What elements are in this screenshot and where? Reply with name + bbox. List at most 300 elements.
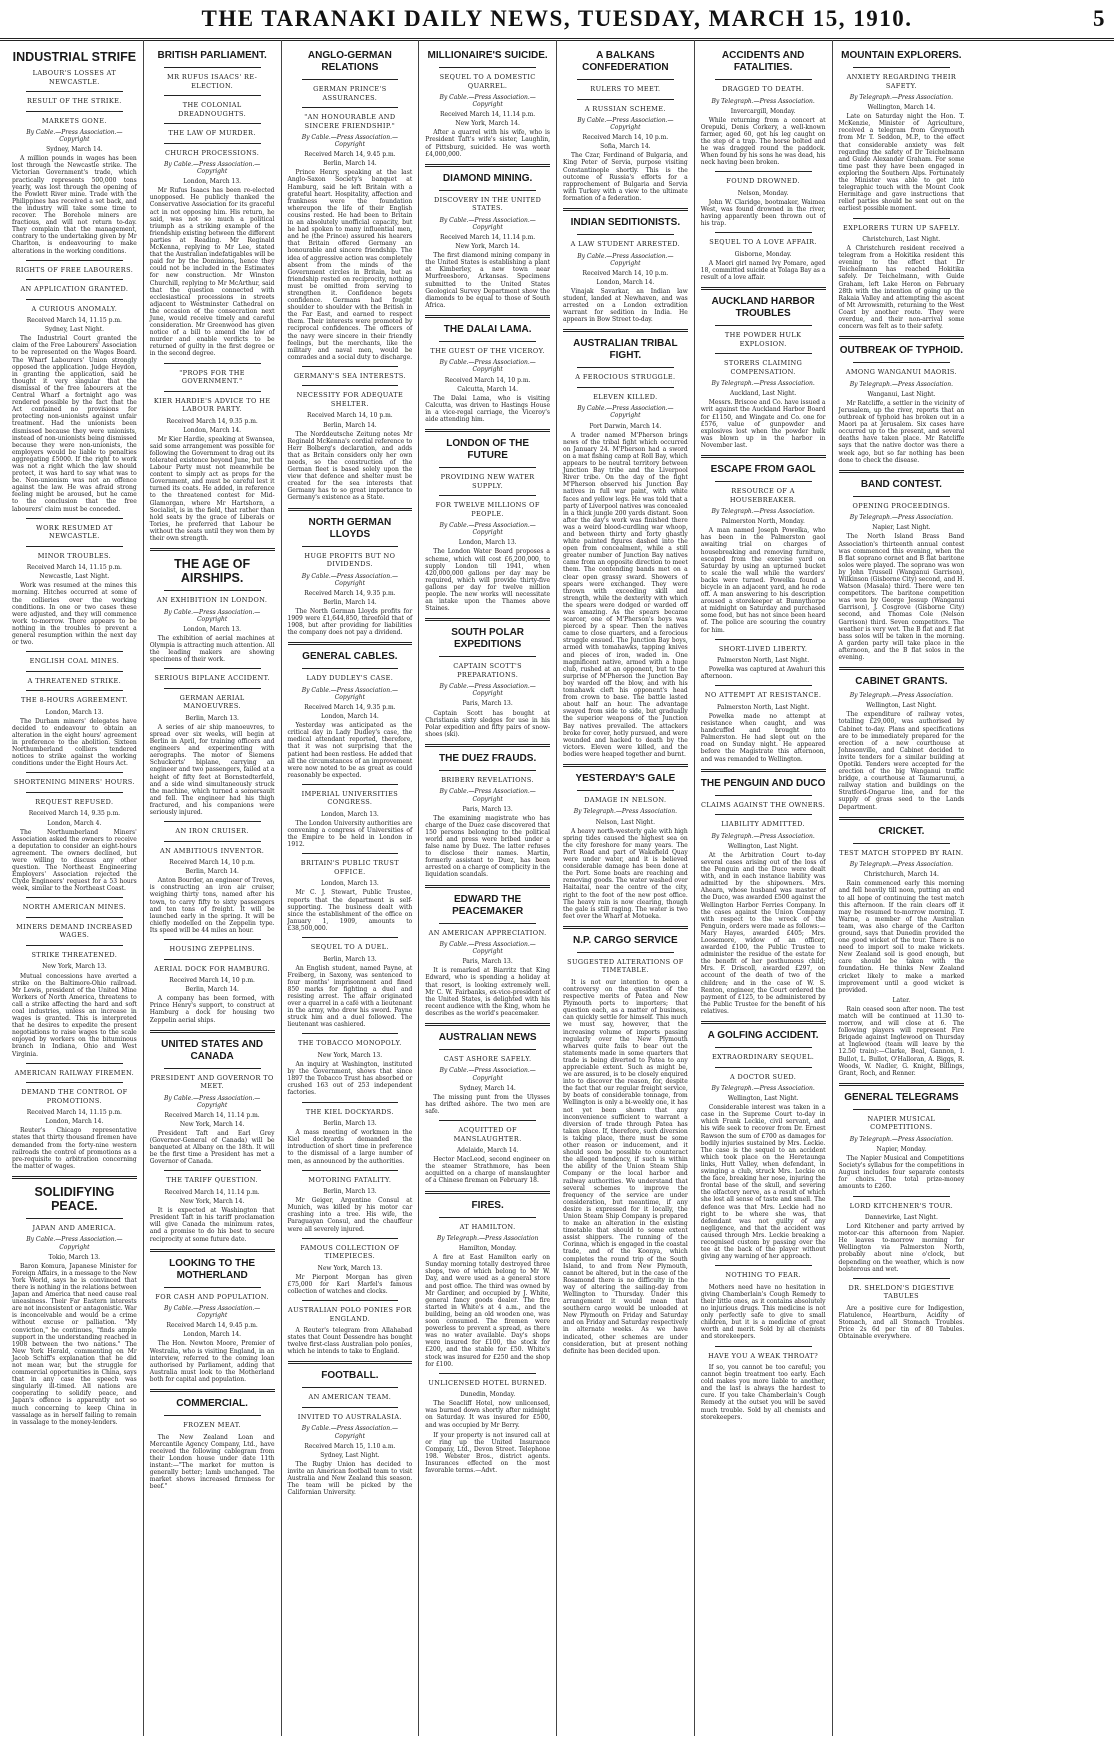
headline: BAND CONTEST. xyxy=(860,478,942,490)
section-divider xyxy=(853,1196,951,1197)
section-divider xyxy=(26,279,123,280)
section-divider xyxy=(439,495,536,496)
headline: UNITED STATES AND CANADA xyxy=(161,1038,264,1062)
dateline: London, March 14. xyxy=(320,713,379,721)
dateline: Received March 14, 10 p.m. xyxy=(444,376,531,384)
dateline: Berlin, March 14. xyxy=(185,868,239,876)
article-body: While returning from a concert at Orepuki, Denis Corkery, a well-known farmer, aged 60, got his leg caught on the step of a trap. The horse bolted and he was dragged round the paddock. When found by his sons he was dead, his neck having been broken. xyxy=(700,116,826,167)
headline: THE DUEZ FRAUDS. xyxy=(439,752,537,764)
article-divider xyxy=(288,1361,413,1364)
subheading: EXTRAORDINARY SEQUEL. xyxy=(711,1053,815,1061)
subheading: LABOUR'S LOSSES AT NEWCASTLE. xyxy=(32,69,117,86)
headline: THE PENGUIN AND DUCO xyxy=(700,777,826,789)
dateline: Palmerston North, Last Night. xyxy=(717,703,810,711)
section-divider xyxy=(26,792,123,793)
section-divider xyxy=(853,362,951,363)
section-divider xyxy=(853,1109,951,1110)
article-divider xyxy=(701,1021,826,1024)
byline: By Telegraph.—Press Association. xyxy=(849,861,954,869)
headline: GENERAL CABLES. xyxy=(302,651,398,663)
dateline: Nelson, Monday. xyxy=(737,189,789,197)
section-divider xyxy=(26,1082,123,1083)
subheading: JAPAN AND AMERICA. xyxy=(32,1223,117,1232)
section-divider xyxy=(853,218,951,219)
section-divider xyxy=(164,95,261,96)
dateline: Received March 14, 10 p.m. xyxy=(582,269,669,277)
subheading: A CURIOUS ANOMALY. xyxy=(31,304,118,313)
article-body: Anton Bourder, an engineer of Treves, is constructing an iron air cruiser, weighing thirty tons, named after his town, to carry fifty to sixty passengers and ten tons of freight. It will be launched early in the spring. It will be chiefly modelled on the Zeppelin type. Its speed will be 44 miles an hour. xyxy=(149,877,275,934)
headline: SOLIDIFYING PEACE. xyxy=(34,1184,115,1213)
headline: AUCKLAND HARBOR TROUBLES xyxy=(711,296,815,320)
byline: By Telegraph.—Press Association. xyxy=(711,380,815,388)
article-divider xyxy=(425,429,550,432)
dateline: Tokio, March 13. xyxy=(48,1253,101,1261)
dateline: Berlin, March 14. xyxy=(185,986,239,994)
dateline: Adelaide, March 14. xyxy=(456,1147,519,1155)
article-divider xyxy=(150,1389,275,1392)
subheading: MINOR TROUBLES. xyxy=(37,551,112,560)
subheading: A RUSSIAN SCHEME. xyxy=(584,104,666,113)
subheading: THE POWDER HULK EXPLOSION. xyxy=(724,331,802,348)
subheading: FAMOUS COLLECTION OF TIMEPIECES. xyxy=(300,1243,400,1261)
article-body: Reuter's Chicago representative states that thirty thousand firemen have demanded from the forty-nine western railroads the control of promotions as a pre-requisite to arbitration concerning the matter of wages. xyxy=(12,1127,137,1170)
section-divider xyxy=(26,518,123,519)
section-divider xyxy=(164,1068,261,1069)
article-divider xyxy=(12,1176,137,1179)
section-divider xyxy=(26,945,123,946)
article-body: The Napier Musical and Competitions Society's syllabus for the competitions in August includes four separate contests for choirs. The total prize-money amounts to £260. xyxy=(838,1155,965,1191)
article-divider xyxy=(701,287,826,290)
section-divider xyxy=(164,363,261,364)
byline: By Cable.—Press Association.—Copyright xyxy=(577,405,674,420)
dateline: Newcastle, Last Night. xyxy=(39,573,110,581)
article-divider xyxy=(839,667,965,670)
article-body: Hector MacLeod, second engineer on the steamer Strathmore, has been acquitted on a charge of manslaughter of a Chinese fireman on February 18. xyxy=(425,1156,550,1185)
article-body: A Reuter's telegram from Allahabad states that Count Dessendre has bought twelve first-class Australian polo ponies, which he intends to take to England. xyxy=(287,1327,413,1356)
section-divider xyxy=(26,111,123,112)
section-divider xyxy=(715,232,812,233)
section-divider xyxy=(302,1300,399,1301)
article-body: Rain commenced early this morning and fell heavily till noon, putting an end to all hope of continuing the test match this afternoon. If the rain clears off it may be resumed to-morrow morning. T. Warne, a member of the Australian team, was also charge of the Carlton ground, says that Dunedin provided the one good wicket of the tour. There is no need to import soil to make wickets. New Zealand soil is good enough, but care should be taken with the foundation. He thinks New Zealand cricket likely to make a marked improvement until a good wicket is provided. xyxy=(838,880,965,994)
article-body: The Czar, Ferdinand of Bulgaria, and King Peter of Servia, purpose visiting Constantinople shortly. This is the outcome of Russia's efforts for a rapprochement of Bulgaria and Servia with Turkey with a view to the ultimate formation of a federation. xyxy=(563,152,688,202)
article-divider xyxy=(563,208,688,211)
dateline: Nelson, Last Night. xyxy=(595,818,655,826)
article-body: Lord Kitchener and party arrived by motor-car this afternoon from Napier. He leaves to-morrow morning for Wellington via Palmerston North, probably about nine o'clock, but depending on the weather, which is now boisterous and wet. xyxy=(838,1223,965,1273)
section-divider xyxy=(302,107,399,108)
dateline: New York, March 13. xyxy=(42,963,107,971)
headline: INDUSTRIAL STRIFE xyxy=(12,50,137,64)
section-divider xyxy=(164,590,261,591)
headline: AUSTRALIAN TRIBAL FIGHT. xyxy=(573,338,678,362)
subheading: NO ATTEMPT AT RESISTANCE. xyxy=(704,691,822,700)
subheading: BRITAIN'S PUBLIC TRUST OFFICE. xyxy=(300,859,399,876)
article-body: A trader named M'Pherson brings news of the tribal fight which occurred on January 24. M'Pherson had a sword on a mat fishing camp at Roll Bay, which appears to be neutral territory between Junction Bay tribe and the Liverpool River tribe. On the day of the fight M'Pherson observed his Junction Bay natives in full war paint, with white faces and yellow legs. He was told that a party of Liverpool natives was concealed in a thick jungle 200 yards distant. Soon after the day's work was finished there was a weird blood-curdling war whoop, and between thirty and forty ghastly white painted figures dashed into the open from concealment, while a still greater number of Junction Bay natives came from an opposite direction to meet them. The contending bands met on a clear open grassy sward. Showers of spears were exchanged. They were thrown with exceeding skill and strength, while the dexterity with which the spears were dodged or warded off was amazing. As the spears became scarcer, one of M'Pherson's boys was pierced by a spear. Then the natives came to close quarters, and a ferocious struggle ensued. The Junction Bay boys, armed with tomahawks, tapping knives and pieces of iron, waded in. One magnificent native, armed with a huge club, rushed at an opponent, but to the surprise of M'Pherson the Junction Bay boy warded off the blow, and with his tomahawk cleft his opponent's head from crown to base. The battle lasted about half an hour. The advantage swayed from side to side, but gradually the superior weapons of the Junction Bay natives prevailed. The attackers broke for cover, hotly pursued, and were wounded and hacked to death by the victors. Eleven were killed, and the bodies were heaped together and burnt. xyxy=(563,431,688,758)
section-divider xyxy=(715,1047,812,1048)
subheading: MARKETS GONE. xyxy=(41,116,107,125)
article-body: A company has been formed, with Prince Henry's support, to construct at Hamburg a dock for housing two Zeppelin aerial ships. xyxy=(149,995,275,1024)
subheading: KIER HARDIE'S ADVICE TO HE LABOUR PARTY. xyxy=(153,396,271,414)
headline: LOOKING TO THE MOTHERLAND xyxy=(169,1257,256,1281)
section-divider xyxy=(26,260,123,261)
section-divider xyxy=(853,67,951,68)
section-divider xyxy=(302,1033,399,1034)
dateline: Received March 14, 9.45 p.m. xyxy=(166,1322,258,1330)
section-divider xyxy=(853,1278,951,1279)
section-divider xyxy=(26,690,123,691)
subheading: SUGGESTED ALTERATIONS OF TIMETABLE. xyxy=(567,957,684,975)
dateline: Sydney, March 14. xyxy=(459,1084,516,1092)
dateline: Received March 14, 11.15 p.m. xyxy=(26,1109,122,1117)
section-divider xyxy=(715,685,812,686)
dateline: Received March 14, 11.14 p.m. xyxy=(164,1188,260,1196)
byline: By Cable.—Press Association.—Copyright xyxy=(26,1236,123,1251)
subheading: FOR CASH AND POPULATION. xyxy=(155,1292,269,1301)
dateline: Received March 14, 9.35 p.m. xyxy=(28,810,121,818)
subheading: LIABILITY ADMITTED. xyxy=(721,820,806,829)
subheading: BRIBERY REVELATIONS. xyxy=(441,775,534,784)
dateline: Received March 14, 11.14 p.m. xyxy=(440,233,536,241)
column-7 xyxy=(833,40,971,1736)
article-body: The Durham miners' delegates have decided to endeavour to obtain an alteration in the eight hours' agreement in preference to the abolition. Sixteen Northumberland colliers tendered notices to strike against the working conditions under the Eight Hours Act. xyxy=(12,717,137,768)
byline: By Cable.—Press Association.—Copyright xyxy=(439,216,536,231)
article-divider xyxy=(288,642,413,645)
headline: AUSTRALIAN NEWS xyxy=(438,1031,537,1043)
article-body: If so, you cannot be too careful; you cannot begin treatment too early. Each cold makes you more liable to another, and the last is always the hardest to cure. If you take Chamberlain's Cough Remedy at the outset you will be saved much trouble. Sold by all chemists and storekeepers. xyxy=(700,1364,826,1421)
subheading: MR RUFUS ISAACS' RE-ELECTION. xyxy=(167,73,258,90)
byline: By Cable.—Press Association.—Copyright xyxy=(301,572,399,587)
byline: By Cable.—Press Association.—Copyright xyxy=(577,252,674,267)
headline: YESTERDAY'S GALE xyxy=(575,772,676,784)
subheading: EXPLORERS TURN UP SAFELY. xyxy=(843,223,960,232)
section-divider xyxy=(26,299,123,300)
article-divider xyxy=(701,769,826,772)
byline: By Cable.—Press Association.—Copyright xyxy=(439,94,536,109)
headline: SOUTH POLAR EXPEDITIONS xyxy=(451,627,525,651)
subheading: FOUND DROWNED. xyxy=(726,177,800,186)
headline: LONDON OF THE FUTURE xyxy=(446,438,530,462)
article-divider xyxy=(150,548,275,551)
article-divider xyxy=(563,926,688,929)
section-divider xyxy=(439,341,536,342)
byline: By Telegraph.—Press Association. xyxy=(849,94,954,101)
dateline: Berlin, March 14. xyxy=(323,421,377,429)
subheading: FOR TWELVE MILLIONS OF PEOPLE. xyxy=(435,501,540,518)
section-divider xyxy=(302,385,399,386)
section-divider xyxy=(164,1170,261,1171)
article-body: Powelka was captured at Awahuri this afternoon. xyxy=(700,666,826,681)
subheading: AN IRON CRUISER. xyxy=(175,827,249,836)
dateline: New York, March 14. xyxy=(179,1120,245,1128)
byline: By Telegraph.—Press Association. xyxy=(573,808,678,816)
byline: By Telegraph.—Press Association. xyxy=(849,692,954,700)
section-divider xyxy=(302,784,399,785)
headline: EDWARD THE PEACEMAKER xyxy=(452,893,524,917)
article-body: The London Water Board proposes a scheme, which will cost £6,200,000, to supply London till 1941, when 420,000,000 gallons per day may be required, which will provide thirty-five gallons per day for twelve million people. The new works will necessitate an intake upon the Thames above Staines. xyxy=(425,548,550,613)
subheading: RIGHTS OF FREE LABOURERS. xyxy=(15,265,134,274)
article-body: A million pounds in wages has been lost through the Newcastle strike. The Victorian Government's trade, which practically represents 500,000 tons yearly, was lost through the opening of the Powlett River mine. Trade with the Philippines has received a set back, and the industry will take some time to recover. The Borehole miners are fractious, and will not return to-day. They complain that the management, contrary to the undertaking given by Mr Charlton, is endeavouring to make alterations in the working conditions. xyxy=(12,155,137,255)
dateline: Berlin, March 13. xyxy=(185,714,239,722)
dateline: New York, March 13. xyxy=(317,1051,383,1059)
section-divider xyxy=(26,772,123,773)
section-divider xyxy=(302,546,399,547)
dateline: London, March 13. xyxy=(320,880,379,888)
headline: OUTBREAK OF TYPHOID. xyxy=(839,345,964,357)
article-body: Messrs. Briscoe and Co. have issued a writ against the Auckland Harbor Board for £1150, and Wingate and Co. one for £576, value of gunpowder and explosives lost when the powder hulk was blown up in the harbor in November last. xyxy=(700,399,826,449)
section-divider xyxy=(853,843,951,844)
section-divider xyxy=(439,67,536,68)
subheading: NOTHING TO FEAR. xyxy=(725,1271,801,1280)
subheading: A THREATENED STRIKE. xyxy=(27,676,122,685)
subheading: NORTH AMERICAN MINES. xyxy=(22,903,126,912)
column-5 xyxy=(557,40,695,1736)
dateline: Berlin, March 14. xyxy=(323,160,377,168)
section-divider xyxy=(302,1102,399,1103)
subheading: SERIOUS BIPLANE ACCIDENT. xyxy=(154,674,270,683)
headline: MILLIONAIRE'S SUICIDE. xyxy=(427,50,548,61)
section-divider xyxy=(302,853,399,854)
headline: THE DALAI LAMA. xyxy=(443,323,532,335)
section-divider xyxy=(302,1407,399,1408)
byline: By Telegraph.—Press Association. xyxy=(711,508,815,516)
section-divider xyxy=(164,1287,261,1288)
article-divider xyxy=(563,329,688,332)
dateline: Wellington, Last Night. xyxy=(866,702,937,710)
dateline: Berlin, March 13. xyxy=(323,1120,377,1128)
section-divider xyxy=(302,1170,399,1171)
subheading: HUGE PROFITS BUT NO DIVIDENDS. xyxy=(304,551,396,569)
article-body: A series of air ship manoeuvres, to spread over six weeks, will begin at Berlin in April, for training officers and engineers and experimenting with aerographs. The motor of Siemens Schuckerts' biplane, carrying an engineer and two passengers, failed at a height of fifty feet at Bornstedterfeld, and a side wind simultaneously struck the machine, which turned a somersault and fell. The engineer had his thigh fractured, and his companions were seriously injured. xyxy=(149,723,275,816)
section-divider xyxy=(26,897,123,898)
subheading: CAST ASHORE SAFELY. xyxy=(443,1054,532,1063)
article-body: The North German Lloyds profits for 1909 were £1,644,850, threefold that of 1908, but after providing for liabilities the company does not pay a dividend. xyxy=(287,607,413,637)
article-body: A Maori girl named Ivy Pomare, aged 18, committed suicide at Tolaga Bay as a result of a love affair. xyxy=(700,259,826,282)
dateline: Sydney, Last Night. xyxy=(320,1451,380,1459)
subheading: AN EXHIBITION IN LONDON. xyxy=(156,596,268,605)
headline: A GOLFING ACCIDENT. xyxy=(707,1030,819,1041)
article-body: A fire at East Hamilton early on Sunday morning totally destroyed three shops, two of which belong to Mr W. Day, and were used as a general store and post office. The third was owned by Mr Gardiner, and occupied by J. White, general fancy goods dealer. The fire started in White's at 4 a.m., and the building, being an old wooden one, was soon consumed. The firemen were powerless to prevent a spread, as there was no water available. Day's shops were insured for £100, the stock for £200, and the stable for £50. White's stock was insured for £250 and the shop for £100. xyxy=(425,1254,550,1368)
subheading: THE GUEST OF THE VICEROY. xyxy=(430,346,545,355)
subheading: AN AMBITIOUS INVENTOR. xyxy=(160,846,265,855)
article-divider xyxy=(150,1249,275,1252)
subheading: RULERS TO MEET. xyxy=(590,85,661,93)
section-divider xyxy=(439,467,536,468)
article-body: It is expected at Washington that President Taft in his tariff proclamation will give Canada the minimum rates, and a promise to do his best to secure reciprocity at some future date. xyxy=(149,1207,275,1243)
subheading: LADY DUDLEY'S CASE. xyxy=(306,674,394,683)
subheading: SEQUEL TO A LOVE AFFAIR. xyxy=(709,238,817,247)
subheading: PROVIDING NEW WATER SUPPLY. xyxy=(440,473,535,490)
dateline: Received March 15, 1.10 a.m. xyxy=(304,1442,396,1450)
section-divider xyxy=(164,939,261,940)
article-body: The Industrial Court granted the claim of the Free Labourers' Association to be represented on the Wages Board. The Wharf Labourers' Union strongly opposed the application. Judge Heydon, in granting the application, said he thought it very singular that the dismissal of the free labourers at the Central Wharf a fortnight ago was rendered possible by the fact that the Act contained no provisions for protecting non-unionists against unfair treatment. Had the unionists been dismissed because they were unionists, instead of non-unionists being dismissed because they were non-unionists, the employers would be liable to penalties aggregating £5000. If the right to work was not a right which the law should protect, it was hard to say what was to be. Non-unionism was not an offence against the law. He was afraid strong feeling might be aroused, but he came to the conclusion that the free labourers' claim must be conceded. xyxy=(12,335,137,513)
section-divider xyxy=(715,79,812,80)
headline: ANGLO-GERMAN RELATIONS xyxy=(307,50,392,73)
article-divider xyxy=(839,470,965,473)
subheading: MINERS DEMAND INCREASED WAGES. xyxy=(16,922,133,940)
byline: By Cable.—Press Association.—Copyright xyxy=(301,134,399,149)
dateline: Received March 14, 9.35 p.m. xyxy=(304,703,396,711)
article-divider xyxy=(839,336,965,339)
subheading: A FEROCIOUS STRUGGLE. xyxy=(575,373,676,382)
article-body: Mr Kier Hardie, speaking at Swansea, said some arrangement was possible for following the Government to drag out its tolerated existence beyond June, but the Labour Party must not meanwhile be content to simply act as props for the Government, and must be careful lest it turned its coats. He added, in reference to the threatened contest for Mid-Glamorgan, where Mr Hartshorn, a Socialist, is in the field, that rather than hold seats by the grace of Liberals or Tories, he preferred that Labour be without the seats until they won them by their own strength. xyxy=(149,435,275,543)
subheading: DAMAGE IN NELSON. xyxy=(584,795,667,804)
article-divider xyxy=(425,1023,550,1026)
subheading: AN APPLICATION GRANTED. xyxy=(20,285,129,294)
dateline: London, March 13. xyxy=(183,178,242,186)
section-divider xyxy=(26,651,123,652)
dateline: London, March 13. xyxy=(183,625,242,633)
subheading: THE KIEL DOCKYARDS. xyxy=(305,1107,394,1116)
subheading: STORERS CLAIMING COMPENSATION. xyxy=(724,359,803,376)
article-body: It is not our intention to open a controversy on the question of the respective merits of Patea and New Plymouth ports to importers; that question each, as a matter of business, can quickly settle for himself. This much we must say, however, that the increasing volume of imports passing regularly over the New Plymouth wharves quite fails to bear out the statements made in some quarters that trade is being diverted to Patea to any appreciable extent. Such as might be, we are assured, is to be closely enquired into to discover the reason, for, despite the fact that our regular freight service, by boats of considerable tonnage, from Wellington is only a bi-weekly one, it has not yet been shown that any inconvenience sufficient to warrant a diversion of trade through Patea has taken place. If, therefore, such diversion is taking place, there must be some other reason or inducement, and it should soon be possible to counteract the alleged tendency, if such is within the ability of the Union Steam Ship Company or the local harbor and railway authorities. We understand that several schemes to improve the frequency of the service are under consideration, but meantime, if any desire is expressed for it locally, the Union Steam Ship Company is prepared to make an alteration in the existing timetable that should to some extent assist shippers. The running of the Corinna, which is engaged in the coastal trade, and of the Koonya, which completes the round trip of the South Island, to and from New Plymouth, cannot be altered, but in the case of the Rosamond there is no difficulty in the way of altering the sailing-day from Wellington to Thursday. Under this arrangement it would mean that southern cargo would be unloaded at New Plymouth on Friday and Saturday and on Friday and Saturday respectively in alternate weeks. As we have indicated, other schemes are under consideration, but at present nothing definite has been decided upon. xyxy=(563,978,688,1355)
byline: By Telegraph.—Press Association. xyxy=(849,380,954,388)
article-body: If your property is not insured call at or ring up the United Insurance Company, Ltd., Devon Street. Telephone 198. Webster Bros., district agents. Insurances effected on the most favorable terms.—Advt. xyxy=(425,1431,550,1475)
dateline: Received March 14, 9.35 p.m. xyxy=(166,417,258,425)
section-divider xyxy=(26,1218,123,1219)
dateline: Wellington, March 14. xyxy=(867,104,936,112)
dateline: New York, March 14. xyxy=(455,120,520,128)
dateline: Palmerston North, Last Night. xyxy=(717,657,810,665)
subheading: AMERICAN RAILWAY FIREMEN. xyxy=(14,1068,135,1077)
subheading: OPENING PROCEEDINGS. xyxy=(852,501,951,510)
subheading: GERMAN AERIAL MANOEUVRES. xyxy=(179,693,245,711)
section-divider xyxy=(302,1387,399,1388)
subheading: AT HAMILTON. xyxy=(459,1222,516,1231)
column-6 xyxy=(695,40,833,1736)
article-body: John W. Claridge, bootmaker, Waimea West, was found drowned in the river, having apparently been thrown out of his trap. xyxy=(700,198,826,228)
subheading: ACQUITTED OF MANSLAUGHTER. xyxy=(453,1126,522,1143)
headline: FIRES. xyxy=(471,1199,504,1211)
byline: By Cable.—Press Association.—Copyright xyxy=(439,359,536,374)
masthead xyxy=(0,0,1114,41)
section-divider xyxy=(26,1063,123,1064)
subheading: SEQUEL TO A DUEL. xyxy=(310,943,389,952)
subheading: DRAGGED TO DEATH. xyxy=(722,85,805,93)
article-body: Captain Scott has bought at Christiania sixty sledges for use in his Polar expedition and fifty pairs of snow-shoes (ski). xyxy=(425,709,550,738)
column-4 xyxy=(419,40,557,1736)
dateline: Received March 14, 9.45 p.m. xyxy=(304,151,396,159)
headline: ACCIDENTS AND FATALITIES. xyxy=(721,50,805,73)
dateline: Hamilton, Monday. xyxy=(458,1245,517,1253)
section-divider xyxy=(26,671,123,672)
byline: By Cable.—Press Association.—Copyright xyxy=(439,522,536,537)
subheading: RESULT OF THE STRIKE. xyxy=(26,97,122,105)
section-divider xyxy=(302,937,399,938)
dateline: Wanganui, Last Night. xyxy=(867,390,936,398)
section-divider xyxy=(439,1120,536,1121)
section-divider xyxy=(439,656,536,657)
section-divider xyxy=(164,391,261,392)
subheading: PRESIDENT AND GOVERNOR TO MEET. xyxy=(150,1073,274,1091)
section-divider xyxy=(164,1415,261,1416)
article-body: An English student, named Payne, at Freiberg, in Saxony, was sentenced to four months' imprisonment and fined 850 marks for fighting a duel and resisting arrest. The affair originated over a quarrel in a café with a lieutenant in the army, who drew his sword. Payne struck him and a duel followed. The lieutenant was cashiered. xyxy=(287,964,413,1029)
section-divider xyxy=(164,841,261,842)
article-body: Mr Ratcliffe, a settler in the vicinity of Jerusalem, up the river, reports that an outbreak of typhoid has broken out in a Maori pa at Jerusalem. Six cases have occurred up to the present, and several deaths have taken place. Mr Ratcliffe says that the native doctor was there a week ago, but so far nothing has been done to check the disease. xyxy=(838,399,965,464)
article-body: Late on Saturday night the Hon. T. McKenzie, Minister of Agriculture, received a telegram from Greymouth from Mr T. Seddon, M.P., to the effect that considerable anxiety was felt regarding the safety of Dr Teichelmann and Guide Alexander Graham. For some time past they have been engaged in exploring the Southern Alps. Fortunately the Minister was able to get into telegraphic touch with the Mount Cook Hermitage and gave instructions that relief parties should be sent out on the earliest possible moment. xyxy=(838,113,965,213)
section-divider xyxy=(164,688,261,689)
section-divider xyxy=(715,353,812,354)
headline: COMMERCIAL. xyxy=(176,1398,248,1410)
section-divider xyxy=(853,496,951,497)
article-body: The Seacliff Hotel, now unlicensed, was burned down shortly after midnight on Saturday. It was insured for £500, and was occupied by Mr Berry. xyxy=(425,1400,550,1429)
subheading: CHURCH PROCESSIONS. xyxy=(164,148,260,157)
article-body: A mass meeting of workmen in the Kiel dockyards demanded the introduction of short time in preference to the dismissal of a large number of men, as announced by the authorities. xyxy=(287,1129,413,1165)
subheading: CAPTAIN SCOTT'S PREPARATIONS. xyxy=(453,662,523,679)
dateline: Received March 14, 10 p.m. xyxy=(582,134,669,142)
section-divider xyxy=(439,1217,536,1218)
article-body: A heavy north-westerly gale with high spring tides caused the highest sea on the city foreshore for many years. The Port Road and part of Wakefield Quay were under water, and it is believed considerable damage has been done at the Port. Some boats are reaching and removing goods. The water washed over Haitaitai, near the centre of the city, right to the foot of the new post office. The heavy rain is now clearing, though the gale is still raging. The water is two feet over the Wharf at Motueka. xyxy=(563,827,688,920)
section-divider xyxy=(302,366,399,367)
dateline: Napier, Last Night. xyxy=(872,524,931,532)
dateline: Received March 14, 10 p.m. xyxy=(307,412,393,420)
dateline: Received March 14, 11.14 p.m. xyxy=(440,111,536,119)
section-divider xyxy=(439,1049,536,1050)
subheading: THE TARIFF QUESTION. xyxy=(166,1176,258,1185)
article-divider xyxy=(150,1030,275,1033)
subheading: "PROPS FOR THE GOVERNMENT." xyxy=(179,368,245,386)
headline: THE AGE OF AIRSHIPS. xyxy=(174,557,251,586)
subheading: HAVE YOU A WEAK THROAT? xyxy=(708,1351,819,1360)
section-divider xyxy=(439,923,536,924)
section-divider xyxy=(302,79,399,80)
subheading: HOUSING ZEPPELINS. xyxy=(169,945,255,954)
headline: N.P. CARGO SERVICE xyxy=(573,934,678,946)
headline: MOUNTAIN EXPLORERS. xyxy=(841,50,962,61)
article-body: The Norddeutsche Zeitung notes Mr Reginald McKenna's cordial reference to Herr Bolberg's declaration, and adds that as Britain considers only her own needs, so the construction of the German fleet is based solely upon the view that defence and shelter must be created for the sea interests that Germany has to so great importance to Germany's existence as a State. xyxy=(287,430,413,502)
byline: By Cable.—Press Association.—Copyright xyxy=(163,161,261,176)
dateline: London, March 4. xyxy=(47,819,102,827)
article-body: A man named Joseph Powelka, who has been in the Palmerston gaol awaiting trial on charges of housebreaking and removing furniture, escaped from the exercise yard on Saturday by using an upturned bucket to scale the wall while the warders' backs were turned. Powelka found a bicycle in an adjacent yard, and he rode off. A man answering to his description aroused a storekeeper at Bunnythorpe at midnight on Saturday and purchased some food, but has not since been heard of. The police are scouring the country for him. xyxy=(700,527,826,634)
section-divider xyxy=(26,546,123,547)
section-divider xyxy=(439,770,536,771)
subheading: NECESSITY FOR ADEQUATE SHELTER. xyxy=(296,391,404,408)
byline: By Telegraph.—Press Association xyxy=(436,1235,539,1242)
subheading: AUSTRALIAN POLO PONIES FOR ENGLAND. xyxy=(288,1306,412,1323)
article-divider xyxy=(425,1191,550,1194)
section-divider xyxy=(577,99,674,100)
article-body: The Dalai Lama, who is visiting Calcutta, was driven to Hastings House in a vice-regal carriage, the Viceroy's aide attending him. xyxy=(425,394,550,424)
article-body: The first diamond mining company in the United States is establishing a plant at Kimberley, a new town near Murfreesboro, Arkansas. Specimens submitted to the United States Geological Survey Department show the diamonds to be equal to those of South Africa. xyxy=(425,252,550,309)
headline: A BALKANS CONFEDERATION xyxy=(582,50,669,73)
subheading: FROZEN MEAT. xyxy=(183,1421,241,1430)
dateline: Paris, March 13. xyxy=(462,700,513,708)
subheading: TEST MATCH STOPPED BY RAIN. xyxy=(839,848,964,857)
subheading: IMPERIAL UNIVERSITIES CONGRESS. xyxy=(301,789,399,807)
dateline: Received March 14, 11.15 p.m. xyxy=(26,564,122,572)
section-divider xyxy=(715,639,812,640)
dateline: Received March 14, 11.15 p.m. xyxy=(26,317,122,325)
byline: By Cable.—Press Association.—Copyright xyxy=(439,1067,536,1082)
headline: CABINET GRANTS. xyxy=(855,676,948,688)
section-divider xyxy=(715,171,812,172)
dateline: Palmerston North, Monday. xyxy=(721,518,805,526)
dateline: Gisborne, Monday. xyxy=(734,250,792,258)
byline: By Cable.—Press Association.—Copyright xyxy=(439,788,536,803)
article-divider xyxy=(288,508,413,511)
section-divider xyxy=(26,917,123,918)
byline: By Telegraph.—Press Association. xyxy=(711,832,815,840)
article-body: The exhibition of aerial machines at Olympia is attracting much attention. All the leading makers are showing specimens of their work. xyxy=(149,634,275,664)
article-body: Mothers need have no hesitation in giving Chamberlain's Cough Remedy to their little ones, as it contains absolutely no injurious drugs. This medicine is not only perfectly safe to give to small children, but it is a medicine of great worth and merit. Sold by all chemists and storekeepers. xyxy=(700,1283,826,1341)
dateline: New York, March 13. xyxy=(317,1264,383,1272)
byline: By Cable.—Press Association.—Copyright xyxy=(163,1094,261,1109)
dateline: Dannevirke, Last Night. xyxy=(864,1214,938,1221)
section-divider xyxy=(26,91,123,92)
dateline: Calcutta, March 14. xyxy=(457,385,519,393)
article-body: Considerable interest was taken in a case in the Supreme Court to-day in which Frank Leckie, civil servant, and his wife seek to recover from Dr. Ernest Rawson the sum of £700 as damages for bodily injuries sustained by Mrs. Leckie. The case is the sequel to an accident which took place on the Heretaunga links, Hutt Valley, when defendant, in swinging a club, struck Mrs. Leckie on the face, breaking her nose, injuring the frontal base of the skull, and severing the olfactory nerve, as a result of which she lost all sense of taste and smell. The defence was that Mrs. Leckie had no right to be where she was, that defendant was not guilty of any negligence, and that the accident was caused through Mrs. Leckie breaking a recognised custom by passing over the tee at the back of the player without giving any warning of her approach. xyxy=(700,1104,826,1261)
dateline: Wellington, Last Night. xyxy=(727,842,799,850)
article-body: A Christchurch resident received a telegram from a Hokitika resident this evening to the effect that Dr Teichelmann has reached Hokitika safely. Dr Teichelmann, with Guide Graham, left Lake Heron on February 28th with the intention of going up the Rakaia Valley and attempting the ascent of Mt Arrowsmith, returning to the West Coast by another route. They were overdue, and their non-arrival some concern was felt as to their safety. xyxy=(838,245,965,331)
subheading: SEQUEL TO A DOMESTIC QUARREL. xyxy=(439,73,536,90)
